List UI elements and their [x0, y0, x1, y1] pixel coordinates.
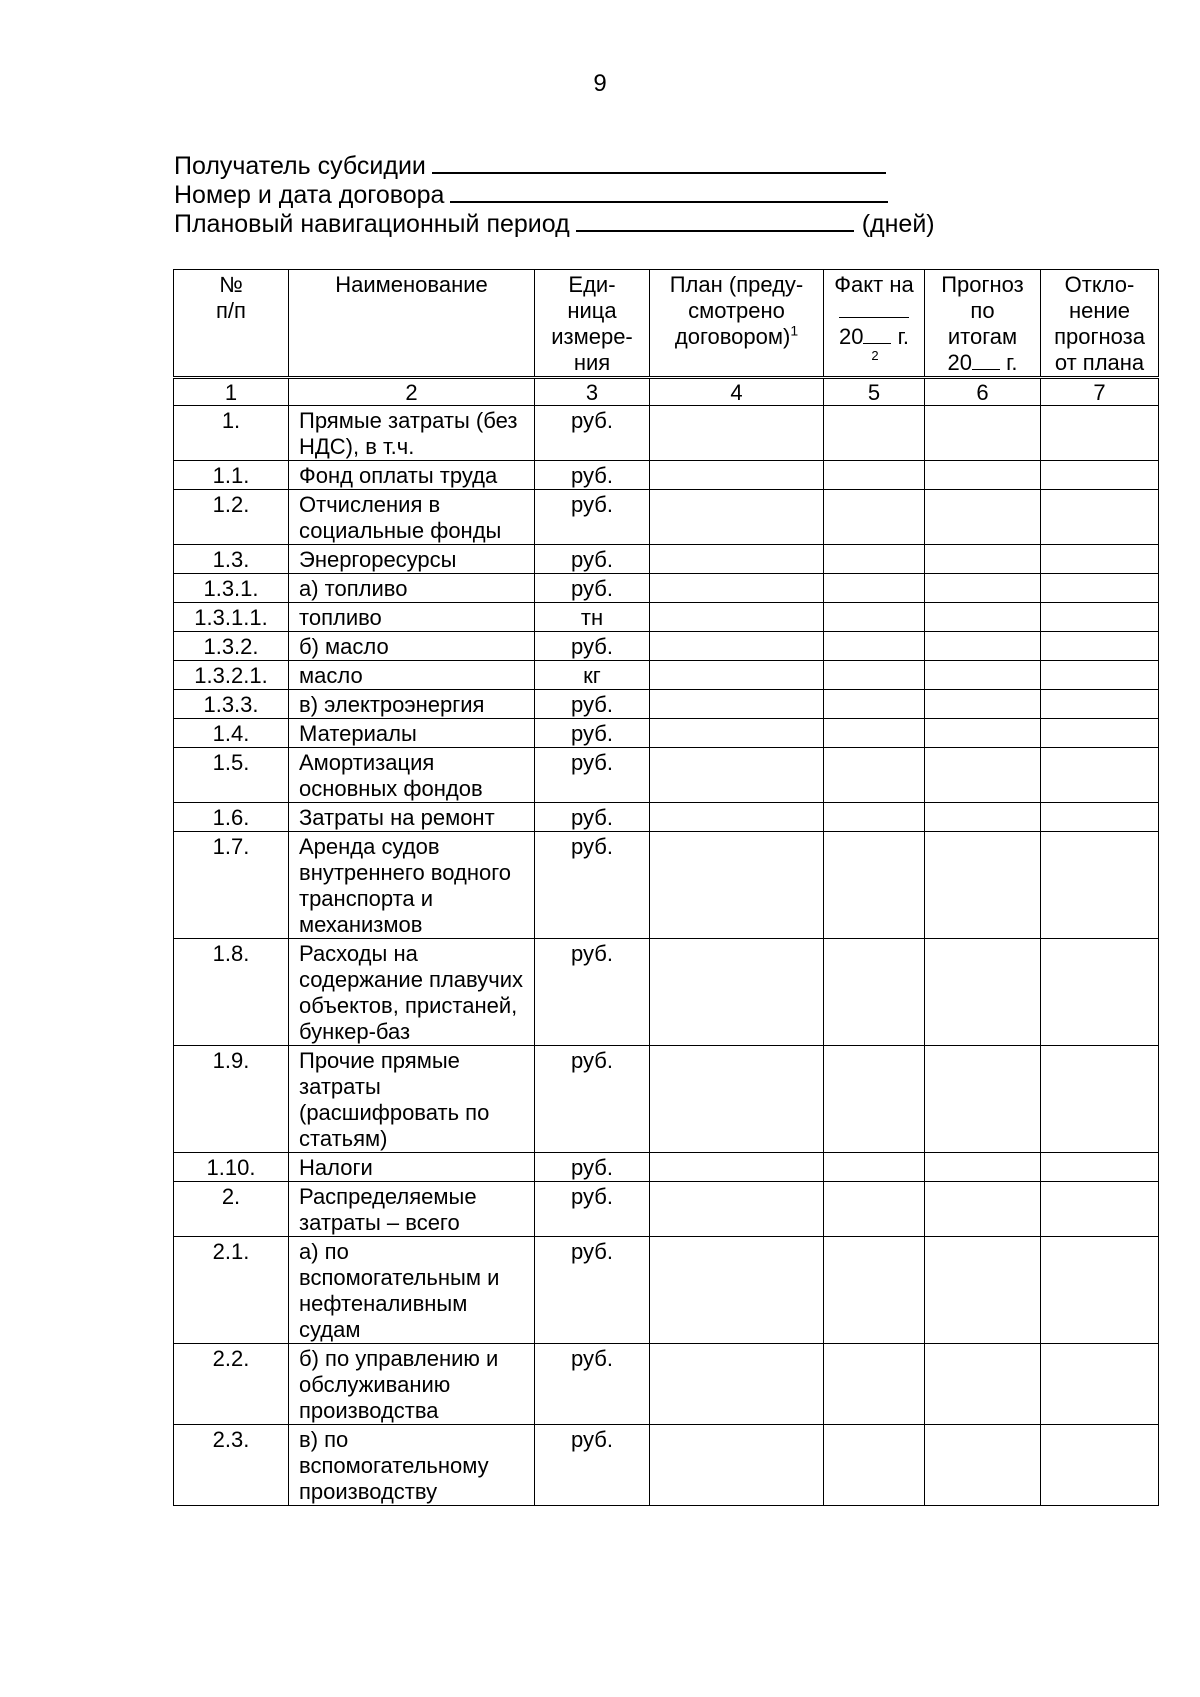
plan-value-cell[interactable] [650, 1182, 824, 1237]
row-number: 1.4. [174, 719, 289, 748]
plan-value-cell[interactable] [650, 1046, 824, 1153]
deviation-value-cell[interactable] [1041, 661, 1159, 690]
fact-value-cell[interactable] [824, 1237, 925, 1344]
deviation-value-cell[interactable] [1041, 1344, 1159, 1425]
row-number: 1. [174, 406, 289, 461]
header-num-line2: п/п [216, 298, 246, 323]
fact-value-cell[interactable] [824, 574, 925, 603]
deviation-value-cell[interactable] [1041, 690, 1159, 719]
fact-value-cell[interactable] [824, 1182, 925, 1237]
forecast-value-cell[interactable] [925, 1182, 1041, 1237]
row-name: Фонд оплаты труда [289, 461, 535, 490]
deviation-value-cell[interactable] [1041, 574, 1159, 603]
header-forecast-line1: Прогноз [941, 272, 1024, 297]
row-number: 1.3.3. [174, 690, 289, 719]
table-row [174, 1237, 1159, 1344]
row-number: 1.5. [174, 748, 289, 803]
row-name: топливо [289, 603, 535, 632]
table-row [174, 461, 1159, 490]
header-plan [650, 270, 824, 378]
fact-value-cell[interactable] [824, 719, 925, 748]
plan-value-cell[interactable] [650, 719, 824, 748]
footnote-2-marker: 2 [871, 348, 879, 363]
fact-value-cell[interactable] [824, 1425, 925, 1506]
header-fact [824, 270, 925, 378]
column-number: 5 [824, 378, 925, 406]
row-number: 1.3.1.1. [174, 603, 289, 632]
row-unit: руб. [535, 1046, 650, 1153]
table-row [174, 832, 1159, 939]
deviation-value-cell[interactable] [1041, 1153, 1159, 1182]
row-name: Расходы на содержание плавучих объектов, пристаней, бункер-баз [289, 939, 535, 1046]
column-number: 3 [535, 378, 650, 406]
cost-table [173, 269, 1159, 1506]
header-name-text: Наименование [335, 272, 488, 297]
header-dev-line2: нение [1068, 298, 1131, 323]
fact-value-cell[interactable] [824, 603, 925, 632]
plan-value-cell[interactable] [650, 803, 824, 832]
fact-year-blank [863, 327, 891, 344]
row-name: Прямые затраты (без НДС), в т.ч. [289, 406, 535, 461]
table-row [174, 574, 1159, 603]
deviation-value-cell[interactable] [1041, 803, 1159, 832]
deviation-value-cell[interactable] [1041, 545, 1159, 574]
row-name: масло [289, 661, 535, 690]
row-number: 2.2. [174, 1344, 289, 1425]
row-name: в) по вспомогательному производству [289, 1425, 535, 1506]
table-row [174, 1153, 1159, 1182]
header-plan-text: договором) [674, 324, 791, 349]
header-plan-line1: План (преду- [669, 272, 804, 297]
forecast-value-cell[interactable] [925, 832, 1041, 939]
row-number: 1.3.1. [174, 574, 289, 603]
deviation-value-cell[interactable] [1041, 1237, 1159, 1344]
deviation-value-cell[interactable] [1041, 832, 1159, 939]
header-forecast-line3: итогам [947, 324, 1018, 349]
row-unit: руб. [535, 574, 650, 603]
fact-blank-line [839, 299, 909, 318]
header-fact-line3 [828, 324, 920, 350]
row-number: 1.7. [174, 832, 289, 939]
fact-year-prefix: 20 [838, 324, 864, 349]
row-name: в) электроэнергия [289, 690, 535, 719]
row-name: Материалы [289, 719, 535, 748]
row-unit: руб. [535, 1344, 650, 1425]
table-row [174, 490, 1159, 545]
row-unit: руб. [535, 406, 650, 461]
fact-value-cell[interactable] [824, 1153, 925, 1182]
column-number: 1 [174, 378, 289, 406]
row-unit: руб. [535, 719, 650, 748]
table-row [174, 406, 1159, 461]
fact-year-suffix: г. [897, 324, 910, 349]
plan-value-cell[interactable] [650, 603, 824, 632]
deviation-value-cell[interactable] [1041, 748, 1159, 803]
row-unit: руб. [535, 632, 650, 661]
header-forecast-line4 [929, 350, 1036, 376]
row-unit: руб. [535, 1425, 650, 1506]
plan-value-cell[interactable] [650, 1237, 824, 1344]
deviation-value-cell[interactable] [1041, 406, 1159, 461]
fact-value-cell[interactable] [824, 690, 925, 719]
row-unit: руб. [535, 490, 650, 545]
contract-line [174, 181, 935, 210]
fact-value-cell[interactable] [824, 939, 925, 1046]
fact-value-cell[interactable] [824, 490, 925, 545]
fact-value-cell[interactable] [824, 1344, 925, 1425]
row-name: а) топливо [289, 574, 535, 603]
header-forecast [925, 270, 1041, 378]
row-unit: руб. [535, 748, 650, 803]
row-name: б) по управлению и обслуживанию производства [289, 1344, 535, 1425]
row-number: 1.3.2.1. [174, 661, 289, 690]
header-plan-line2: смотрено [688, 298, 785, 323]
row-unit: руб. [535, 1237, 650, 1344]
row-unit: руб. [535, 690, 650, 719]
forecast-value-cell[interactable] [925, 1237, 1041, 1344]
deviation-value-cell[interactable] [1041, 461, 1159, 490]
fact-value-cell[interactable] [824, 406, 925, 461]
deviation-value-cell[interactable] [1041, 490, 1159, 545]
fact-value-cell[interactable] [824, 632, 925, 661]
forecast-value-cell[interactable] [925, 1344, 1041, 1425]
forecast-year-suffix: г. [1006, 350, 1018, 375]
header-row [174, 270, 1159, 378]
deviation-value-cell[interactable] [1041, 939, 1159, 1046]
deviation-value-cell[interactable] [1041, 1425, 1159, 1506]
header-dev-line4: от плана [1054, 350, 1145, 375]
plan-value-cell[interactable] [650, 406, 824, 461]
row-name: Прочие прямые затраты (расшифровать по статьям) [289, 1046, 535, 1153]
deviation-value-cell[interactable] [1041, 719, 1159, 748]
row-name: Аренда судов внутреннего водного транспорта и механизмов [289, 832, 535, 939]
table-row [174, 939, 1159, 1046]
plan-value-cell[interactable] [650, 461, 824, 490]
header-dev-line1: Откло- [1064, 272, 1135, 297]
column-number: 4 [650, 378, 824, 406]
header-dev-line3: прогноза [1054, 324, 1145, 349]
row-unit: руб. [535, 832, 650, 939]
header-fact-blank [828, 298, 920, 324]
plan-value-cell[interactable] [650, 490, 824, 545]
row-name: Энергоресурсы [289, 545, 535, 574]
fact-value-cell[interactable] [824, 803, 925, 832]
row-unit: тн [535, 603, 650, 632]
table-row [174, 690, 1159, 719]
table-row [174, 719, 1159, 748]
contract-label: Номер и дата договора [174, 181, 445, 209]
row-name: Распределяемые затраты – всего [289, 1182, 535, 1237]
column-number-row [174, 378, 1159, 406]
row-number: 2. [174, 1182, 289, 1237]
forecast-year-prefix: 20 [947, 350, 972, 375]
period-label: Плановый навигационный период [174, 210, 570, 238]
contract-blank[interactable] [450, 181, 888, 203]
plan-value-cell[interactable] [650, 939, 824, 1046]
fact-value-cell[interactable] [824, 661, 925, 690]
table-row [174, 803, 1159, 832]
deviation-value-cell[interactable] [1041, 1046, 1159, 1153]
row-number: 1.3.2. [174, 632, 289, 661]
plan-value-cell[interactable] [650, 632, 824, 661]
fact-value-cell[interactable] [824, 461, 925, 490]
row-number: 2.1. [174, 1237, 289, 1344]
forecast-value-cell[interactable] [925, 661, 1041, 690]
table-row [174, 603, 1159, 632]
header-num [174, 270, 289, 378]
page-number: 9 [593, 70, 607, 97]
row-number: 1.2. [174, 490, 289, 545]
header-unit-line3: измере- [551, 324, 633, 349]
forecast-value-cell[interactable] [925, 1425, 1041, 1506]
plan-value-cell[interactable] [650, 1425, 824, 1506]
forecast-value-cell[interactable] [925, 632, 1041, 661]
deviation-value-cell[interactable] [1041, 1182, 1159, 1237]
row-name: Отчисления в социальные фонды [289, 490, 535, 545]
row-unit: руб. [535, 461, 650, 490]
deviation-value-cell[interactable] [1041, 603, 1159, 632]
period-blank[interactable] [576, 210, 854, 232]
header-deviation [1041, 270, 1159, 378]
forecast-value-cell[interactable] [925, 574, 1041, 603]
recipient-label: Получатель субсидии [174, 152, 426, 180]
header-fields [174, 152, 935, 239]
header-unit-line2: ница [567, 298, 617, 323]
row-unit: руб. [535, 1153, 650, 1182]
plan-value-cell[interactable] [650, 1153, 824, 1182]
period-suffix: (дней) [861, 210, 935, 238]
forecast-value-cell[interactable] [925, 719, 1041, 748]
forecast-value-cell[interactable] [925, 748, 1041, 803]
row-number: 1.9. [174, 1046, 289, 1153]
row-number: 1.8. [174, 939, 289, 1046]
header-num-line1: № [219, 272, 243, 297]
header-plan-line3 [654, 324, 819, 350]
row-unit: кг [535, 661, 650, 690]
plan-value-cell[interactable] [650, 1344, 824, 1425]
recipient-blank[interactable] [432, 152, 886, 174]
column-number: 7 [1041, 378, 1159, 406]
row-number: 1.10. [174, 1153, 289, 1182]
column-number: 2 [289, 378, 535, 406]
row-unit: руб. [535, 939, 650, 1046]
table-row [174, 661, 1159, 690]
table-row [174, 632, 1159, 661]
table-row [174, 545, 1159, 574]
header-unit-line1: Еди- [568, 272, 616, 297]
fact-value-cell[interactable] [824, 748, 925, 803]
header-unit [535, 270, 650, 378]
row-name: а) по вспомогательным и нефтеналивным судам [289, 1237, 535, 1344]
row-name: Затраты на ремонт [289, 803, 535, 832]
row-number: 1.6. [174, 803, 289, 832]
forecast-value-cell[interactable] [925, 490, 1041, 545]
forecast-value-cell[interactable] [925, 406, 1041, 461]
row-unit: руб. [535, 1182, 650, 1237]
row-number: 1.3. [174, 545, 289, 574]
forecast-value-cell[interactable] [925, 603, 1041, 632]
header-unit-line4: ния [573, 350, 611, 375]
table-row [174, 1425, 1159, 1506]
forecast-year-blank [972, 353, 1000, 370]
forecast-value-cell[interactable] [925, 545, 1041, 574]
forecast-value-cell[interactable] [925, 803, 1041, 832]
row-unit: руб. [535, 803, 650, 832]
row-name: б) масло [289, 632, 535, 661]
fact-value-cell[interactable] [824, 832, 925, 939]
table-row [174, 748, 1159, 803]
table-row [174, 1182, 1159, 1237]
plan-value-cell[interactable] [650, 690, 824, 719]
row-number: 1.1. [174, 461, 289, 490]
table-row [174, 1046, 1159, 1153]
header-name [289, 270, 535, 378]
fact-value-cell[interactable] [824, 545, 925, 574]
plan-value-cell[interactable] [650, 545, 824, 574]
forecast-value-cell[interactable] [925, 1046, 1041, 1153]
row-unit: руб. [535, 545, 650, 574]
forecast-value-cell[interactable] [925, 939, 1041, 1046]
fact-value-cell[interactable] [824, 1046, 925, 1153]
table-body [174, 406, 1159, 1506]
row-name: Амортизация основных фондов [289, 748, 535, 803]
row-name: Налоги [289, 1153, 535, 1182]
plan-value-cell[interactable] [650, 574, 824, 603]
forecast-value-cell[interactable] [925, 690, 1041, 719]
period-line [174, 210, 935, 239]
forecast-value-cell[interactable] [925, 461, 1041, 490]
header-fact-line1: Факт на [834, 272, 914, 297]
plan-value-cell[interactable] [650, 661, 824, 690]
header-forecast-line2: по [970, 298, 995, 323]
footnote-1-marker: 1 [790, 322, 799, 339]
forecast-value-cell[interactable] [925, 1153, 1041, 1182]
plan-value-cell[interactable] [650, 748, 824, 803]
plan-value-cell[interactable] [650, 832, 824, 939]
column-number: 6 [925, 378, 1041, 406]
deviation-value-cell[interactable] [1041, 632, 1159, 661]
recipient-line [174, 152, 935, 181]
row-number: 2.3. [174, 1425, 289, 1506]
table-row [174, 1344, 1159, 1425]
